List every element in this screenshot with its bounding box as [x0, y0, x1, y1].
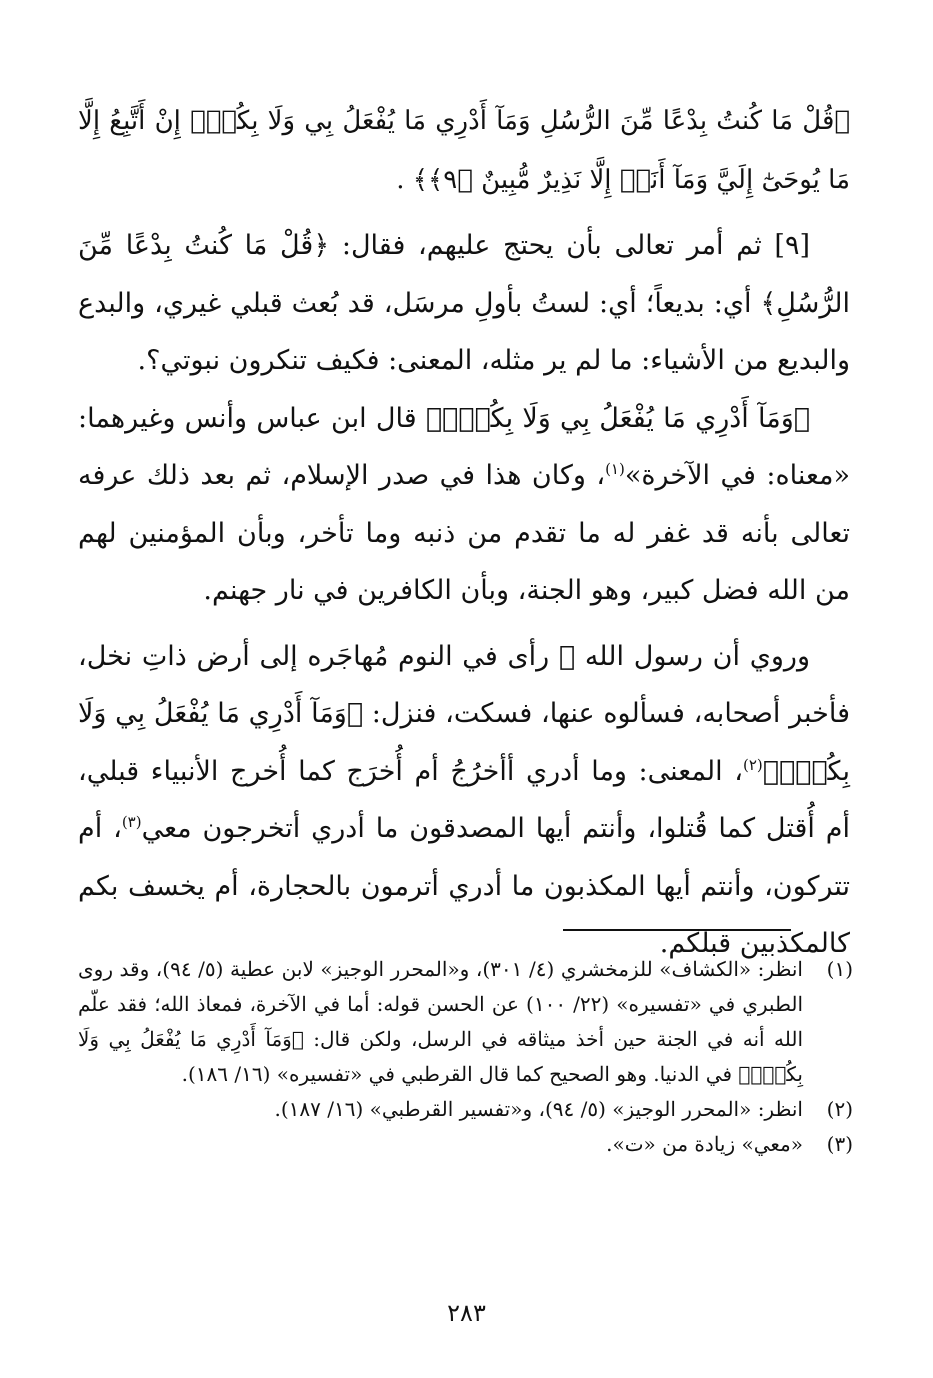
- verse-text: ﴿قُلْ مَا كُنتُ بِدْعًا مِّنَ الرُّسُلِ وَمَآ أَدْرِي مَا يُفْعَلُ بِي وَلَا بِكُمْۖ إِنْ أَتَّبِعُ إِلَّا مَا يُوحَىٰٓ إِلَيَّ وَمَآ أَنَا۠ إِلَّا نَذِيرٌ مُّبِينٌ ﴿٩﴾﴾ .: [78, 106, 850, 195]
- footnote-text: انظر: «المحرر الوجيز» (٥/ ٩٤)، و«تفسير القرطبي» (١٦/ ١٨٧).: [274, 1097, 803, 1121]
- paragraph-2-text-b: ، وكان هذا في صدر الإسلام، ثم بعد ذلك عرفه تعالى بأنه قد غفر له ما تقدم من ذنبه وما تأخر، وبأن المؤمنين لهم من الله فضل كبير، وهو الجنة، وبأن الكافرين في نار جهنم.: [78, 460, 850, 606]
- footnotes: [78, 952, 853, 1162]
- paragraph-3-text-b: ، المعنى: وما أدري أأخرُجُ أم أُخرَج كما أُخرج الأنبياء قبلي، أم أُقتل كما قُتلوا، وأنتم أيها المصدقون ما أدري أتخرجون معي: [78, 755, 851, 844]
- paragraph-2: [78, 390, 850, 620]
- paragraph-3-text-c: ، أم تتركون، وأنتم أيها المكذبون ما أدري أترمون بالحجارة، أم يخسف بكم كالمكذبين قبلكم.: [78, 813, 850, 959]
- footnote-number: (٣): [826, 1132, 853, 1156]
- paragraph-1: [78, 217, 850, 390]
- quran-verse: [78, 92, 850, 209]
- footnote-3: [78, 1127, 853, 1162]
- footnote-ref-2: (٢): [742, 755, 763, 774]
- paragraph-3: [78, 628, 850, 973]
- footnote-number: (١): [826, 957, 853, 981]
- footnote-text: انظر: «الكشاف» للزمخشري (٤/ ٣٠١)، و«المحرر الوجيز» لابن عطية (٥/ ٩٤)، وقد روى الطبري في «تفسيره» (٢٢/ ١٠٠) عن الحسن قوله: أما في الآخرة، فمعاذ الله؛ فقد علّم الله أنه في الجنة حين أخذ ميثاقه في الرسل، ولكن قال: ﴿وَمَآ أَدْرِي مَا يُفْعَلُ بِي وَلَا بِكُمْۖ﴾ في الدنيا. وهو الصحيح كما قال القرطبي في «تفسيره» (١٦/ ١٨٦).: [78, 957, 803, 1086]
- footnote-2: [78, 1092, 853, 1127]
- main-text: [78, 92, 850, 973]
- footnote-ref-3: (٣): [121, 813, 142, 831]
- footnote-ref-1: (١): [605, 460, 625, 478]
- paragraph-1-text: [٩] ثم أمر تعالى بأن يحتج عليهم، فقال: ﴿قُلْ مَا كُنتُ بِدْعًا مِّنَ الرُّسُلِ﴾ أي: بديعاً؛ أي: لستُ بأولِ مرسَل، قد بُعث قبلي غيري، والبدع والبديع من الأشياء: ما لم ير مثله، المعنى: فكيف تنكرون نبوتي؟.: [78, 230, 850, 376]
- page-number: ٢٨٣: [447, 1299, 486, 1327]
- footnote-text: «معي» زيادة من «ت».: [606, 1132, 803, 1156]
- paragraph-3-text-a: وروي أن رسول الله ﷺ رأى في النوم مُهاجَره إلى أرض ذاتِ نخل، فأخبر أصحابه، فسألوه عنها، فسكت، فنزل: ﴿وَمَآ أَدْرِي مَا يُفْعَلُ بِي وَلَا بِكُمْۖ﴾: [78, 640, 850, 787]
- footnote-divider: [563, 929, 791, 931]
- footnote-number: (٢): [826, 1097, 853, 1121]
- paragraph-2-text-a: ﴿وَمَآ أَدْرِي مَا يُفْعَلُ بِي وَلَا بِكُمْۖ﴾ قال ابن عباس وأنس وغيرهما: «معناه: في الآخرة»: [78, 402, 850, 491]
- footnote-1: [78, 952, 853, 1092]
